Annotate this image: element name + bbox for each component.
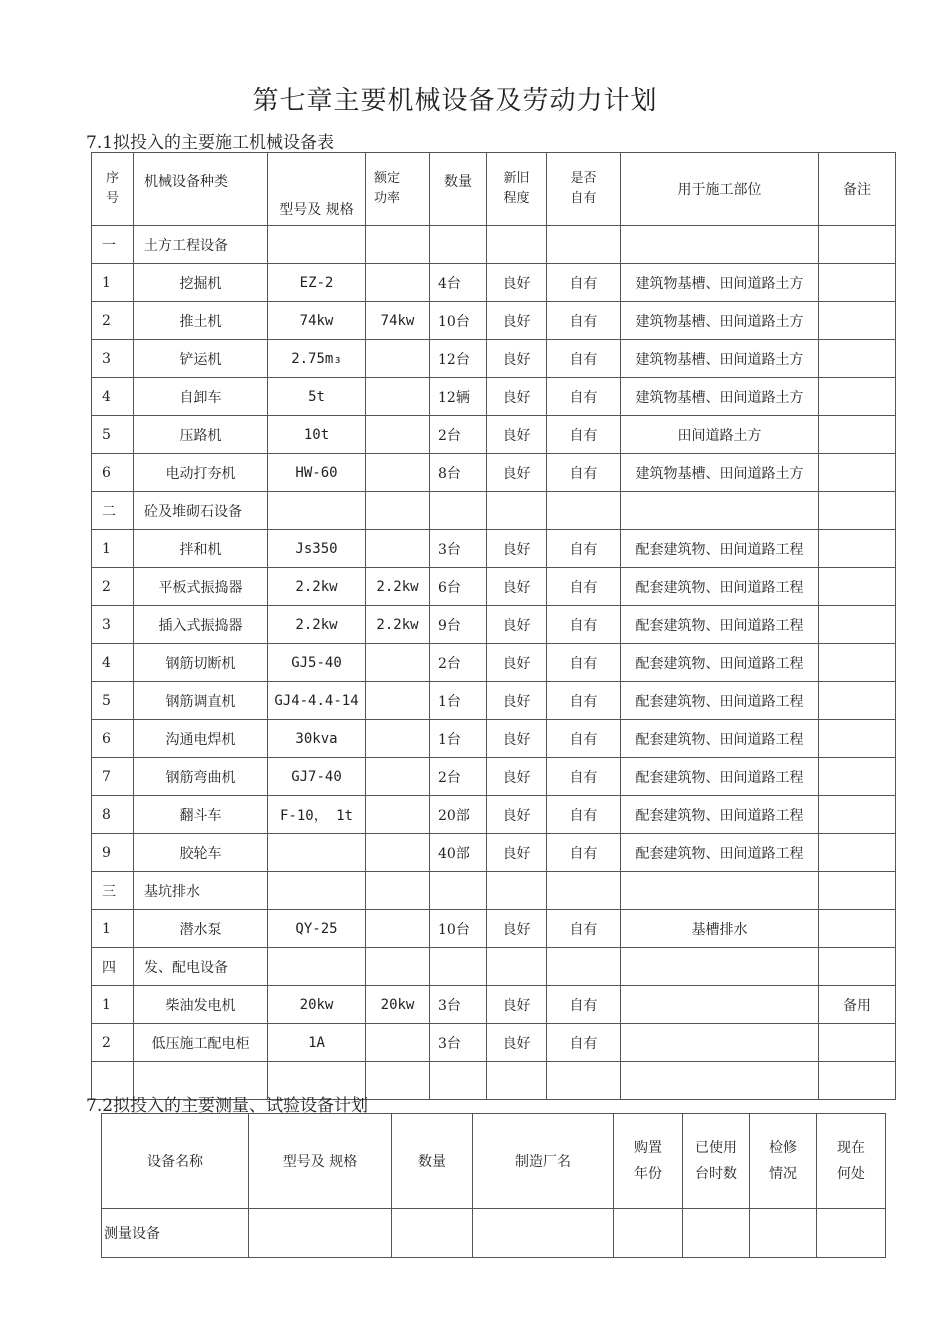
row-power: 20kw (366, 986, 430, 1024)
row-power (366, 378, 430, 416)
row-note (819, 226, 896, 264)
row-owned: 自有 (547, 264, 621, 302)
row-qty: 2台 (430, 644, 487, 682)
row-equipment-name: 钢筋切断机 (134, 644, 268, 682)
survey-header-maker: 制造厂名 (473, 1114, 614, 1209)
row-seq: 3 (92, 340, 134, 378)
row-power (366, 948, 430, 986)
row-qty (430, 492, 487, 530)
table-row (92, 302, 896, 340)
row-owned (547, 492, 621, 530)
row-power (366, 492, 430, 530)
survey-row-repair (750, 1209, 817, 1258)
group-row (92, 872, 896, 910)
survey-header-location: 现在 何处 (817, 1114, 886, 1209)
row-qty: 3台 (430, 530, 487, 568)
row-model: 2.2kw (268, 568, 366, 606)
table-row (92, 606, 896, 644)
survey-row-name: 测量设备 (102, 1209, 249, 1258)
row-usage (621, 226, 819, 264)
row-usage (621, 492, 819, 530)
row-owned: 自有 (547, 568, 621, 606)
row-condition: 良好 (487, 910, 547, 948)
row-power (366, 340, 430, 378)
row-equipment-name: 拌和机 (134, 530, 268, 568)
row-qty (430, 226, 487, 264)
row-equipment-name: 挖掘机 (134, 264, 268, 302)
row-owned (547, 1062, 621, 1100)
table-row (92, 416, 896, 454)
row-seq: 2 (92, 568, 134, 606)
row-qty: 10台 (430, 302, 487, 340)
row-note (819, 530, 896, 568)
row-condition (487, 226, 547, 264)
row-model: F-10， 1t (268, 796, 366, 834)
row-model (268, 834, 366, 872)
row-qty: 8台 (430, 454, 487, 492)
row-note (819, 264, 896, 302)
row-owned (547, 872, 621, 910)
row-qty: 3台 (430, 986, 487, 1024)
row-condition: 良好 (487, 796, 547, 834)
row-note (819, 720, 896, 758)
row-note (819, 1024, 896, 1062)
row-model: 74kw (268, 302, 366, 340)
row-model: GJ7-40 (268, 758, 366, 796)
row-condition: 良好 (487, 302, 547, 340)
row-usage: 建筑物基槽、田间道路土方 (621, 454, 819, 492)
header-model: 型号及 规格 (268, 153, 366, 226)
row-seq: 5 (92, 682, 134, 720)
row-equipment-name: 潜水泵 (134, 910, 268, 948)
row-condition: 良好 (487, 378, 547, 416)
survey-row (102, 1209, 886, 1258)
machinery-header-row (92, 153, 896, 226)
header-power: 额定 功率 (366, 153, 430, 226)
row-qty: 2台 (430, 758, 487, 796)
row-usage: 配套建筑物、田间道路工程 (621, 758, 819, 796)
row-power (366, 872, 430, 910)
row-usage: 配套建筑物、田间道路工程 (621, 720, 819, 758)
row-note (819, 416, 896, 454)
row-power: 2.2kw (366, 568, 430, 606)
row-usage (621, 948, 819, 986)
row-note (819, 796, 896, 834)
row-qty (430, 872, 487, 910)
row-qty: 10台 (430, 910, 487, 948)
row-owned: 自有 (547, 758, 621, 796)
row-equipment-name: 翻斗车 (134, 796, 268, 834)
row-power: 2.2kw (366, 606, 430, 644)
row-usage: 配套建筑物、田间道路工程 (621, 530, 819, 568)
group-row (92, 492, 896, 530)
row-equipment-name: 钢筋调直机 (134, 682, 268, 720)
table-row (92, 682, 896, 720)
row-qty: 1台 (430, 720, 487, 758)
row-equipment-name: 压路机 (134, 416, 268, 454)
row-owned: 自有 (547, 530, 621, 568)
row-equipment-name: 自卸车 (134, 378, 268, 416)
row-model: HW-60 (268, 454, 366, 492)
table-row (92, 986, 896, 1024)
row-note (819, 302, 896, 340)
table-row (92, 568, 896, 606)
table-row (92, 378, 896, 416)
table-row (92, 720, 896, 758)
row-condition (487, 492, 547, 530)
row-owned: 自有 (547, 910, 621, 948)
row-equipment-name: 基坑排水 (134, 872, 268, 910)
row-equipment-name: 胶轮车 (134, 834, 268, 872)
row-equipment-name: 发、配电设备 (134, 948, 268, 986)
row-usage: 配套建筑物、田间道路工程 (621, 568, 819, 606)
row-power (366, 454, 430, 492)
row-owned: 自有 (547, 416, 621, 454)
group-row (92, 226, 896, 264)
row-seq: 1 (92, 986, 134, 1024)
row-seq: 三 (92, 872, 134, 910)
row-seq: 一 (92, 226, 134, 264)
survey-header-qty: 数量 (392, 1114, 473, 1209)
header-qty: 数量 (430, 153, 487, 226)
row-seq: 6 (92, 720, 134, 758)
row-seq: 2 (92, 1024, 134, 1062)
header-owned: 是否 自有 (547, 153, 621, 226)
row-usage: 配套建筑物、田间道路工程 (621, 682, 819, 720)
row-usage (621, 1024, 819, 1062)
row-seq: 二 (92, 492, 134, 530)
table-row (92, 644, 896, 682)
row-model: 30kva (268, 720, 366, 758)
row-usage: 配套建筑物、田间道路工程 (621, 606, 819, 644)
row-condition: 良好 (487, 264, 547, 302)
header-seq: 序 号 (92, 153, 134, 226)
row-owned: 自有 (547, 1024, 621, 1062)
row-power (366, 264, 430, 302)
row-note (819, 910, 896, 948)
row-condition: 良好 (487, 1024, 547, 1062)
machinery-table-body (92, 226, 896, 1100)
table-row (92, 264, 896, 302)
row-note (819, 492, 896, 530)
header-usage: 用于施工部位 (621, 153, 819, 226)
row-condition: 良好 (487, 416, 547, 454)
row-usage: 基槽排水 (621, 910, 819, 948)
row-equipment-name: 推土机 (134, 302, 268, 340)
row-model: Js350 (268, 530, 366, 568)
survey-row-maker (473, 1209, 614, 1258)
row-condition: 良好 (487, 606, 547, 644)
row-power (366, 530, 430, 568)
row-model (268, 948, 366, 986)
row-equipment-name: 平板式振捣器 (134, 568, 268, 606)
group-row (92, 948, 896, 986)
row-note (819, 606, 896, 644)
row-equipment-name: 插入式振捣器 (134, 606, 268, 644)
survey-row-year (614, 1209, 683, 1258)
survey-row-location (817, 1209, 886, 1258)
row-note (819, 1062, 896, 1100)
row-note (819, 682, 896, 720)
table-row (92, 796, 896, 834)
row-equipment-name: 低压施工配电柜 (134, 1024, 268, 1062)
row-power (366, 910, 430, 948)
row-qty: 2台 (430, 416, 487, 454)
row-qty: 6台 (430, 568, 487, 606)
row-seq: 1 (92, 530, 134, 568)
row-power (366, 796, 430, 834)
row-usage: 建筑物基槽、田间道路土方 (621, 302, 819, 340)
section-7-1-title: 7.1拟投入的主要施工机械设备表 (86, 133, 335, 153)
row-power: 74kw (366, 302, 430, 340)
row-seq: 6 (92, 454, 134, 492)
row-power (366, 416, 430, 454)
row-power (366, 682, 430, 720)
row-usage: 建筑物基槽、田间道路土方 (621, 340, 819, 378)
row-owned: 自有 (547, 644, 621, 682)
row-seq: 7 (92, 758, 134, 796)
row-note (819, 454, 896, 492)
row-model: 1A (268, 1024, 366, 1062)
table-row (92, 834, 896, 872)
row-seq: 2 (92, 302, 134, 340)
row-seq: 8 (92, 796, 134, 834)
table-row (92, 910, 896, 948)
survey-equipment-table (101, 1113, 886, 1258)
row-note (819, 340, 896, 378)
row-seq: 5 (92, 416, 134, 454)
row-qty: 40部 (430, 834, 487, 872)
row-model: 2.2kw (268, 606, 366, 644)
row-qty: 9台 (430, 606, 487, 644)
row-usage (621, 1062, 819, 1100)
survey-header-name: 设备名称 (102, 1114, 249, 1209)
row-power (366, 1024, 430, 1062)
survey-header-row (102, 1114, 886, 1209)
row-model: 20kw (268, 986, 366, 1024)
table-row (92, 530, 896, 568)
row-model: 2.75m₃ (268, 340, 366, 378)
row-power (366, 644, 430, 682)
row-condition: 良好 (487, 720, 547, 758)
row-model: 10t (268, 416, 366, 454)
row-note (819, 872, 896, 910)
row-owned: 自有 (547, 682, 621, 720)
row-condition: 良好 (487, 682, 547, 720)
survey-row-hours (683, 1209, 750, 1258)
row-seq: 4 (92, 378, 134, 416)
row-power (366, 226, 430, 264)
table-row (92, 454, 896, 492)
chapter-title: 第七章主要机械设备及劳动力计划 (252, 86, 658, 116)
row-equipment-name: 钢筋弯曲机 (134, 758, 268, 796)
row-model: QY-25 (268, 910, 366, 948)
row-condition: 良好 (487, 758, 547, 796)
row-seq: 1 (92, 910, 134, 948)
row-qty (430, 948, 487, 986)
row-qty: 20部 (430, 796, 487, 834)
row-owned: 自有 (547, 378, 621, 416)
row-usage (621, 986, 819, 1024)
row-owned: 自有 (547, 986, 621, 1024)
survey-header-model: 型号及 规格 (249, 1114, 392, 1209)
row-condition: 良好 (487, 644, 547, 682)
table-row (92, 1024, 896, 1062)
row-usage: 建筑物基槽、田间道路土方 (621, 264, 819, 302)
row-qty: 3台 (430, 1024, 487, 1062)
row-condition: 良好 (487, 340, 547, 378)
row-owned (547, 948, 621, 986)
row-usage: 配套建筑物、田间道路工程 (621, 834, 819, 872)
row-condition (487, 948, 547, 986)
row-owned: 自有 (547, 340, 621, 378)
row-note: 备用 (819, 986, 896, 1024)
row-note (819, 834, 896, 872)
survey-header-repair: 检修 情况 (750, 1114, 817, 1209)
row-owned: 自有 (547, 606, 621, 644)
survey-header-year: 购置 年份 (614, 1114, 683, 1209)
row-condition: 良好 (487, 834, 547, 872)
row-note (819, 568, 896, 606)
row-equipment-name: 沟通电焊机 (134, 720, 268, 758)
row-power (366, 1062, 430, 1100)
machinery-table (91, 152, 896, 1100)
row-model (268, 492, 366, 530)
row-owned (547, 226, 621, 264)
row-condition (487, 1062, 547, 1100)
header-note: 备注 (819, 153, 896, 226)
row-note (819, 644, 896, 682)
row-condition: 良好 (487, 454, 547, 492)
row-model (268, 872, 366, 910)
row-equipment-name: 砼及堆砌石设备 (134, 492, 268, 530)
row-model: EZ-2 (268, 264, 366, 302)
row-qty: 4台 (430, 264, 487, 302)
row-owned: 自有 (547, 454, 621, 492)
row-note (819, 758, 896, 796)
row-usage: 配套建筑物、田间道路工程 (621, 796, 819, 834)
row-condition: 良好 (487, 986, 547, 1024)
row-owned: 自有 (547, 834, 621, 872)
row-condition: 良好 (487, 568, 547, 606)
row-model: GJ5-40 (268, 644, 366, 682)
row-seq: 四 (92, 948, 134, 986)
row-usage (621, 872, 819, 910)
row-owned: 自有 (547, 796, 621, 834)
row-owned: 自有 (547, 720, 621, 758)
row-qty: 12辆 (430, 378, 487, 416)
row-equipment-name: 电动打夯机 (134, 454, 268, 492)
survey-row-model (249, 1209, 392, 1258)
row-equipment-name: 柴油发电机 (134, 986, 268, 1024)
row-condition: 良好 (487, 530, 547, 568)
header-type: 机械设备种类 (134, 153, 268, 226)
row-equipment-name: 铲运机 (134, 340, 268, 378)
row-usage: 配套建筑物、田间道路工程 (621, 644, 819, 682)
section-7-2-title: 7.2拟投入的主要测量、试验设备计划 (86, 1096, 369, 1116)
survey-row-qty (392, 1209, 473, 1258)
table-row (92, 340, 896, 378)
survey-header-hours: 已使用 台时数 (683, 1114, 750, 1209)
row-note (819, 948, 896, 986)
row-equipment-name: 土方工程设备 (134, 226, 268, 264)
row-model (268, 226, 366, 264)
row-usage: 田间道路土方 (621, 416, 819, 454)
row-qty (430, 1062, 487, 1100)
row-seq: 4 (92, 644, 134, 682)
row-qty: 1台 (430, 682, 487, 720)
row-seq: 3 (92, 606, 134, 644)
row-power (366, 720, 430, 758)
row-model: 5t (268, 378, 366, 416)
row-note (819, 378, 896, 416)
row-power (366, 834, 430, 872)
row-owned: 自有 (547, 302, 621, 340)
row-power (366, 758, 430, 796)
row-seq: 9 (92, 834, 134, 872)
row-condition (487, 872, 547, 910)
row-model: GJ4-4.4-14 (268, 682, 366, 720)
header-condition: 新旧 程度 (487, 153, 547, 226)
row-seq: 1 (92, 264, 134, 302)
table-row (92, 758, 896, 796)
row-qty: 12台 (430, 340, 487, 378)
row-usage: 建筑物基槽、田间道路土方 (621, 378, 819, 416)
